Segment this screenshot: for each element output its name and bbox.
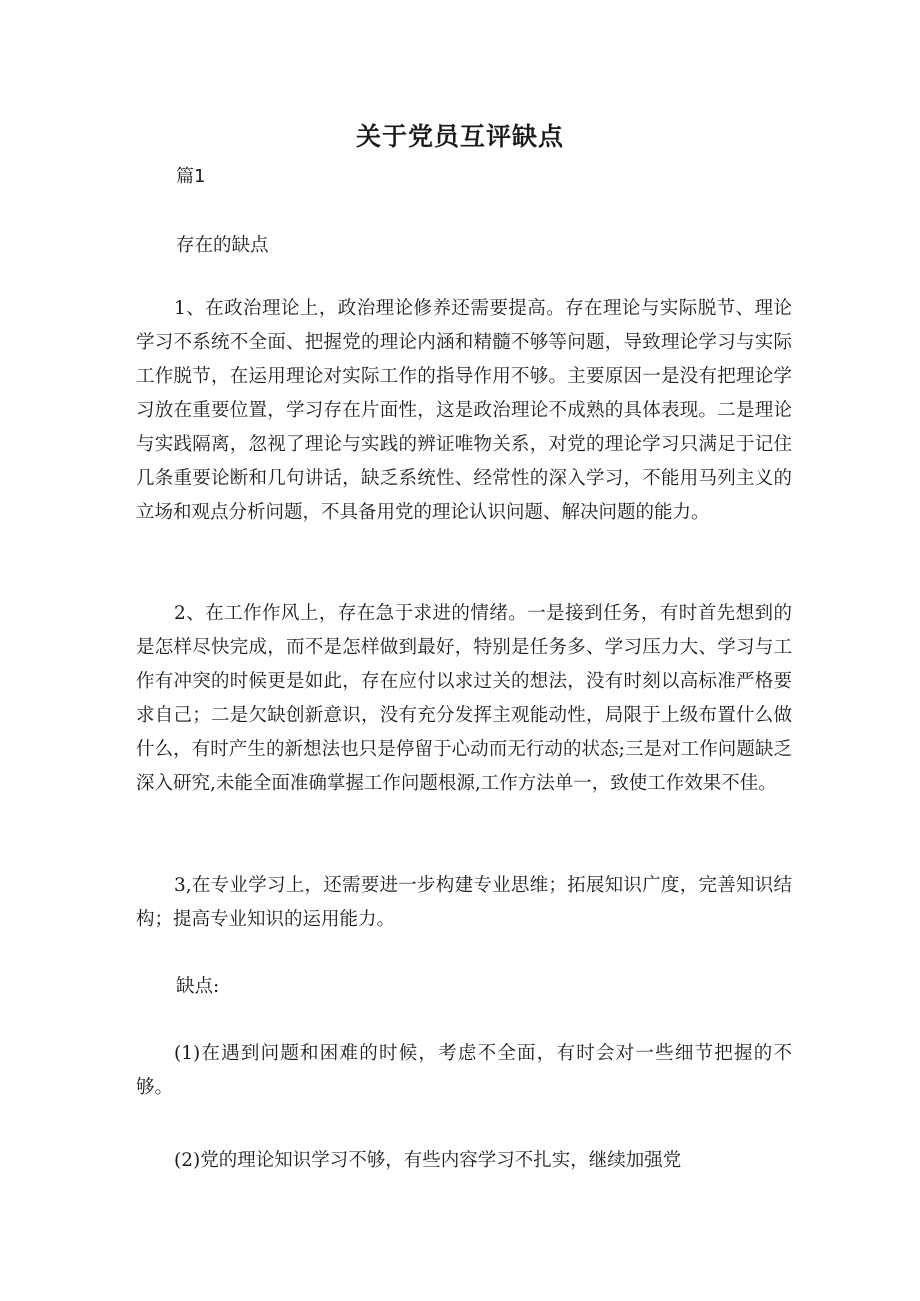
document-title: 关于党员互评缺点 bbox=[355, 122, 564, 151]
document-subtitle: 篇1 bbox=[176, 166, 206, 187]
shortcoming-item-1: (1)在遇到问题和困难的时候，考虑不全面，有时会对一些细节把握的不够。 bbox=[136, 1043, 792, 1098]
shortcomings-label: 缺点: bbox=[176, 976, 220, 997]
paragraph-professional-study: 3,在专业学习上，还需要进一步构建专业思维；拓展知识广度，完善知识结构；提高专业知识的运用能力。 bbox=[136, 875, 792, 930]
section-heading: 存在的缺点 bbox=[176, 235, 269, 256]
paragraph-political-theory: 1、在政治理论上，政治理论修养还需要提高。存在理论与实际脱节、理论学习不系统不全面、把握党的理论内涵和精髓不够等问题，导致理论学习与实际工作脱节，在运用理论对实际工作的指导作用不够。主要原因一是没有把理论学习放在重要位置，学习存在片面性，这是政治理论不成熟的具体表现。二是理论与实践隔离，忽视了理论与实践的辨证唯物关系，对党的理论学习只满足于记住几条重要论断和几句讲话，缺乏系统性、经常性的深入学习，不能用马列主义的立场和观点分析问题，不具备用党的理论认识问题、解决问题的能力。 bbox=[136, 298, 792, 523]
shortcoming-item-2: (2)党的理论知识学习不够，有些内容学习不扎实，继续加强党 bbox=[174, 1150, 682, 1171]
paragraph-work-style: 2、在工作作风上，存在急于求进的情绪。一是接到任务，有时首先想到的是怎样尽快完成，而不是怎样做到最好，特别是任务多、学习压力大、学习与工作有冲突的时候更是如此，存在应付以求过关的想法，没有时刻以高标准严格要求自己；二是欠缺创新意识，没有充分发挥主观能动性，局限于上级布置什么做什么，有时产生的新想法也只是停留于心动而无行动的状态;三是对工作问题缺乏深入研究,未能全面准确掌握工作问题根源,工作方法单一，致使工作效果不佳。 bbox=[136, 603, 792, 794]
